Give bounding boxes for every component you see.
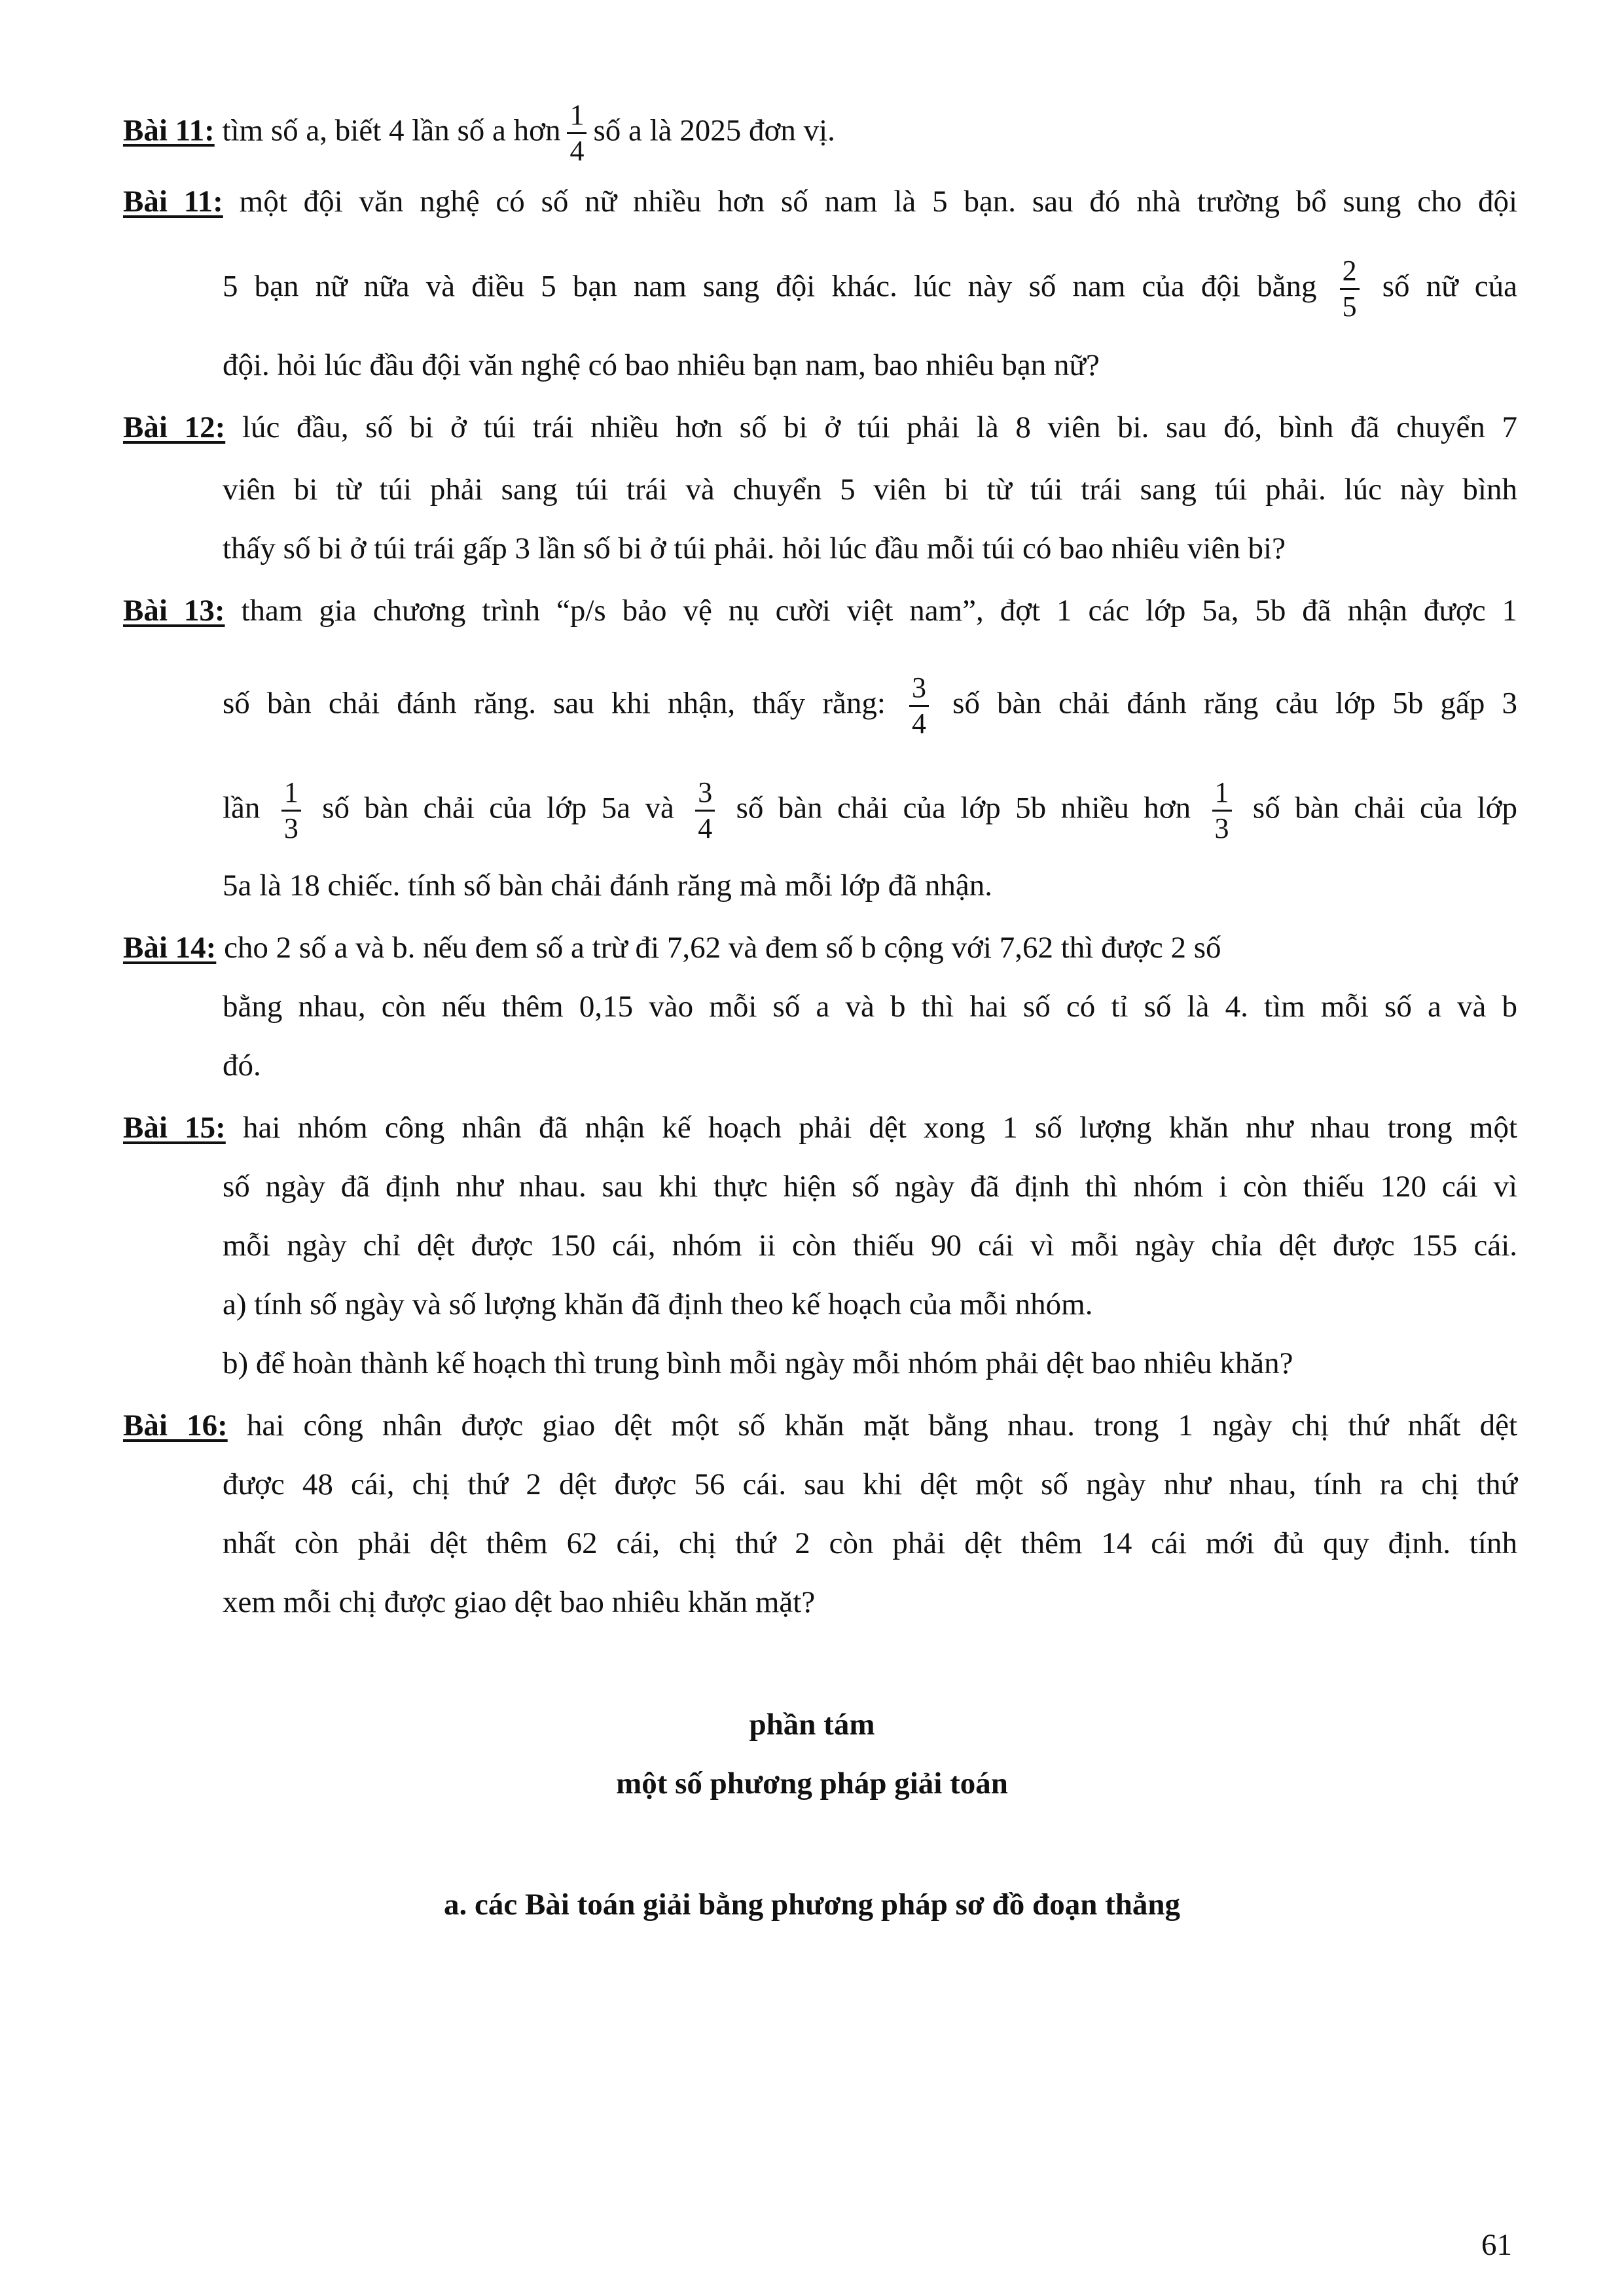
- problem-text: mỗi ngày chỉ dệt được 150 cái, nhóm ii còn thiếu 90 cái vì mỗi ngày chỉa dệt được 155 cái.: [223, 1229, 1517, 1263]
- problem-text: tham gia chương trình “p/s bảo vệ nụ cười việt nam”, đợt 1 các lớp 5a, 5b đã nhận được 1: [241, 594, 1518, 628]
- problem-label: Bài 13:: [123, 594, 225, 628]
- fraction: $\frac{3}{4}$: [695, 776, 715, 846]
- problem-label: Bài 15:: [123, 1111, 226, 1145]
- problem-text: lần: [223, 791, 261, 825]
- problem-text: số bàn chải của lớp 5a và: [322, 791, 674, 825]
- problem-11b-line-3: [223, 346, 1100, 385]
- problem-text: số bàn chải của lớp 5b nhiều hơn: [736, 791, 1191, 825]
- fraction: $\frac{1}{3}$: [281, 776, 301, 846]
- problem-text: số nữ của: [1382, 269, 1518, 304]
- problem-text: đó.: [223, 1049, 261, 1083]
- section-title: một số phương pháp giải toán: [616, 1767, 1008, 1801]
- problem-15-line-5: [223, 1344, 1293, 1383]
- problem-text: số ngày đã định như nhau. sau khi thực hiện số ngày đã định thì nhóm i còn thiếu 120 cái vì: [223, 1170, 1517, 1204]
- problem-text: đội. hỏi lúc đầu đội văn nghệ có bao nhiêu bạn nam, bao nhiêu bạn nữ?: [223, 348, 1100, 382]
- page-number: 61: [1481, 2228, 1512, 2262]
- problem-text: cho 2 số a và b. nếu đem số a trừ đi 7,62 và đem số b cộng với 7,62 thì được 2 số: [224, 931, 1221, 965]
- problem-label: Bài 14:: [123, 931, 217, 965]
- problem-text: xem mỗi chị được giao dệt bao nhiêu khăn mặt?: [223, 1585, 816, 1619]
- fraction: $\frac{2}{5}$: [1340, 254, 1360, 324]
- problem-11a-line-1: [123, 98, 835, 168]
- fraction: $\frac{1}{3}$: [1212, 776, 1232, 846]
- problem-text: nhất còn phải dệt thêm 62 cái, chị thứ 2 còn phải dệt thêm 14 cái mới đủ quy định. tính: [223, 1526, 1517, 1560]
- fraction: $\frac{1}{4}$: [567, 98, 586, 168]
- problem-text: tìm số a, biết 4 lần số a hơn: [222, 113, 561, 148]
- problem-13-line-2: [223, 671, 1517, 741]
- problem-12-line-1: [123, 408, 1517, 447]
- fraction: $\frac{3}{4}$: [909, 671, 929, 741]
- problem-13-line-1: [123, 591, 1517, 630]
- problem-text: được 48 cái, chị thứ 2 dệt được 56 cái. sau khi dệt một số ngày như nhau, tính ra chị thứ: [223, 1467, 1517, 1501]
- problem-text: b) để hoàn thành kế hoạch thì trung bình mỗi ngày mỗi nhóm phải dệt bao nhiêu khăn?: [223, 1346, 1293, 1380]
- problem-14-line-1: [123, 928, 1221, 967]
- problem-16-line-2: [223, 1465, 1517, 1504]
- section-part-heading: phần tám: [749, 1708, 875, 1742]
- problem-15-line-4: [223, 1285, 1093, 1324]
- problem-14-line-2: [223, 987, 1517, 1026]
- problem-text: số bàn chải đánh răng cảu lớp 5b gấp 3: [952, 686, 1517, 721]
- problem-text: hai công nhân được giao dệt một số khăn mặt bằng nhau. trong 1 ngày chị thứ nhất dệt: [246, 1408, 1518, 1443]
- problem-text: bằng nhau, còn nếu thêm 0,15 vào mỗi số a và b thì hai số có tỉ số là 4. tìm mỗi số a và b: [223, 990, 1517, 1024]
- problem-11b-line-2: [223, 254, 1517, 324]
- problem-label: Bài 11:: [123, 113, 215, 148]
- problem-text: thấy số bi ở túi trái gấp 3 lần số bi ở túi phải. hỏi lúc đầu mỗi túi có bao nhiêu viên bi?: [223, 531, 1286, 565]
- section-subtitle: a. các Bài toán giải bằng phương pháp sơ đồ đoạn thẳng: [443, 1888, 1181, 1922]
- problem-text: lúc đầu, số bi ở túi trái nhiều hơn số bi ở túi phải là 8 viên bi. sau đó, bình đã chuyển 7: [242, 410, 1517, 444]
- problem-text: một đội văn nghệ có số nữ nhiều hơn số nam là 5 bạn. sau đó nhà trường bổ sung cho đội: [239, 185, 1518, 219]
- problem-15-line-1: [123, 1108, 1517, 1147]
- problem-text: a) tính số ngày và số lượng khăn đã định theo kế hoạch của mỗi nhóm.: [223, 1287, 1093, 1321]
- problem-text: số a là 2025 đơn vị.: [593, 113, 835, 148]
- problem-12-line-2: [223, 470, 1517, 509]
- problem-12-line-3: [223, 529, 1286, 568]
- problem-16-line-1: [123, 1406, 1517, 1445]
- problem-label: Bài 16:: [123, 1408, 228, 1443]
- problem-text: 5a là 18 chiếc. tính số bàn chải đánh răng mà mỗi lớp đã nhận.: [223, 869, 993, 903]
- problem-15-line-2: [223, 1167, 1517, 1206]
- problem-14-line-3: [223, 1046, 261, 1085]
- problem-13-line-4: [223, 866, 992, 905]
- problem-13-line-3: [223, 776, 1517, 846]
- problem-text: 5 bạn nữ nữa và điều 5 bạn nam sang đội khác. lúc này số nam của đội bằng: [223, 269, 1317, 304]
- problem-label: Bài 12:: [123, 410, 226, 444]
- problem-16-line-3: [223, 1524, 1517, 1563]
- problem-text: viên bi từ túi phải sang túi trái và chuyển 5 viên bi từ túi trái sang túi phải. lúc này bình: [223, 473, 1517, 507]
- problem-16-line-4: [223, 1583, 815, 1622]
- problem-15-line-3: [223, 1226, 1517, 1265]
- problem-text: số bàn chải đánh răng. sau khi nhận, thấy rằng:: [223, 686, 886, 721]
- problem-text: hai nhóm công nhân đã nhận kế hoạch phải dệt xong 1 số lượng khăn như nhau trong một: [243, 1111, 1518, 1145]
- problem-label: Bài 11:: [123, 185, 223, 219]
- problem-11b-line-1: [123, 182, 1517, 221]
- problem-text: số bàn chải của lớp: [1252, 791, 1518, 825]
